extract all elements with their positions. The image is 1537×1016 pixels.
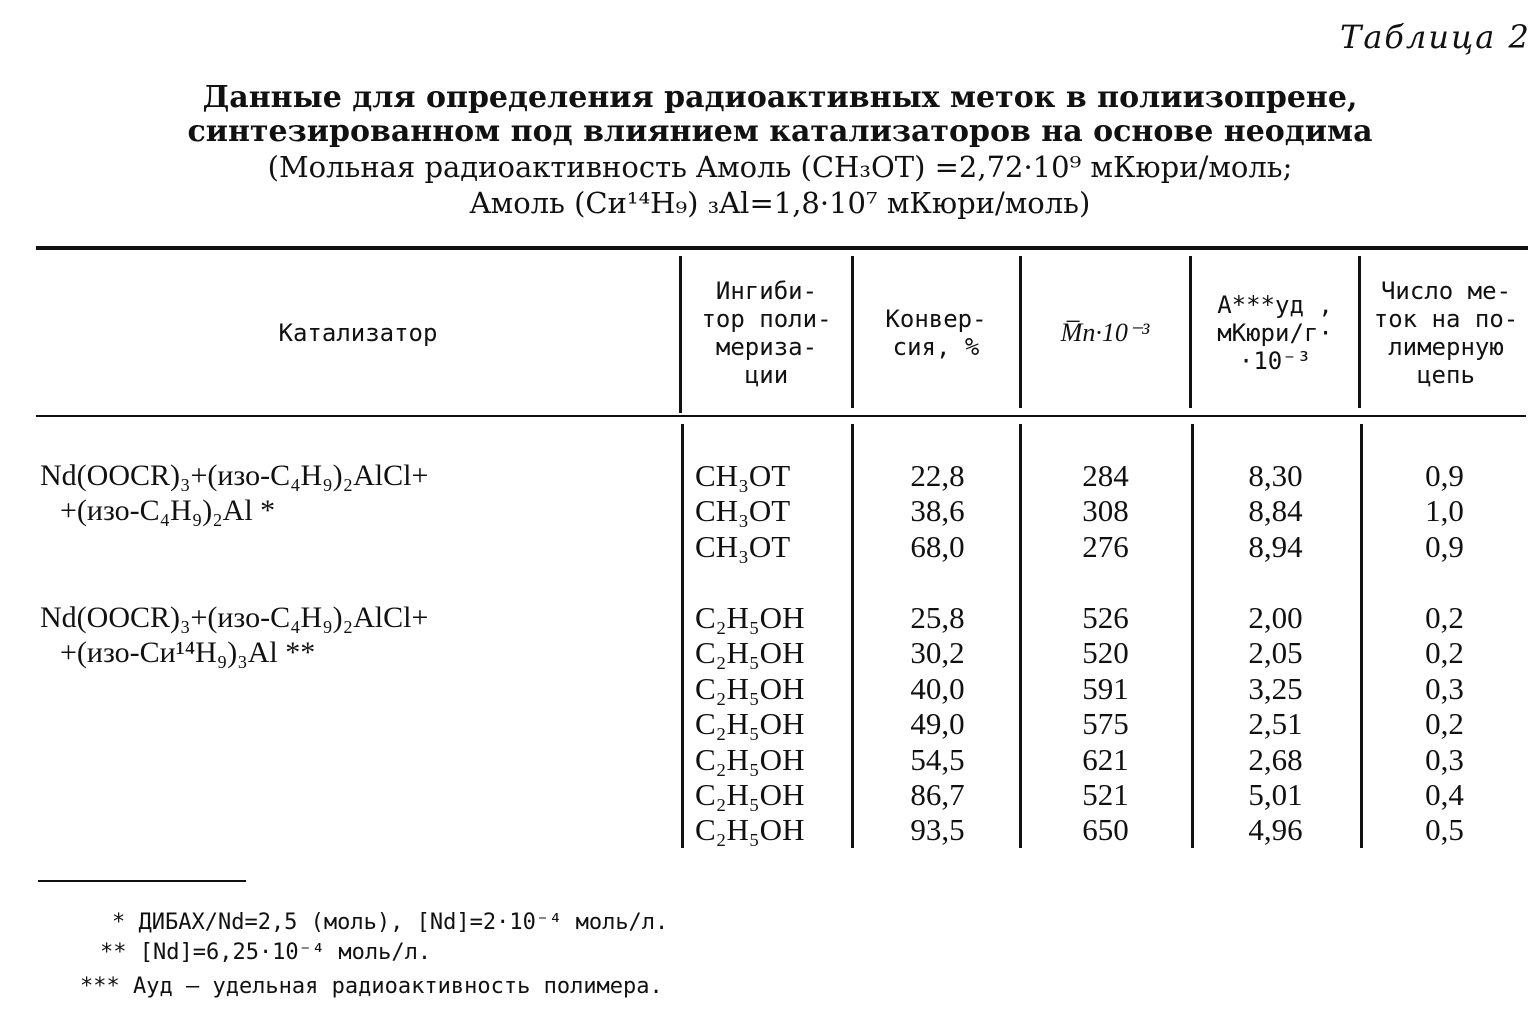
cell-labels: 0,9 bbox=[1425, 529, 1464, 564]
cell-a-ud: 2,68 bbox=[1248, 742, 1303, 777]
catalyst-1-line-1: Nd(OOCR)₃+(изо-C₄H₉)₂AlCl+ bbox=[40, 459, 429, 492]
cell-conversion: 68,0 bbox=[910, 529, 965, 564]
cell-inhibitor: C₂H₅OH bbox=[695, 671, 805, 706]
cell-a-ud: 8,30 bbox=[1248, 458, 1303, 493]
cell-a-ud: 4,96 bbox=[1248, 812, 1303, 847]
cell-mn: 276 bbox=[1082, 529, 1129, 564]
cell-labels: 0,2 bbox=[1425, 600, 1464, 635]
cell-mn: 526 bbox=[1082, 600, 1129, 635]
header-a-ud: A***уд , мКюри/г· ·10⁻³ bbox=[1217, 291, 1333, 375]
header-divider bbox=[851, 256, 854, 408]
header-inhibitor: Ингиби- тор поли- мериза- ции bbox=[701, 277, 832, 389]
table-row bbox=[0, 812, 1537, 847]
cell-inhibitor: CH₃OT bbox=[695, 529, 791, 564]
cell-inhibitor: C₂H₅OH bbox=[695, 742, 805, 777]
table-title-line-1: Данные для определения радиоактивных меток в полиизопрене, bbox=[202, 80, 1358, 115]
cell-conversion: 49,0 bbox=[910, 706, 965, 741]
table-subtitle-line-1: (Мольная радиоактивность Aмоль (CH₃OT) =2,72·10⁹ мКюри/моль; bbox=[267, 150, 1293, 184]
catalyst-1-line-2: +(изо-C₄H₉)₂Al * bbox=[60, 494, 276, 527]
catalyst-2-line-1: Nd(OOCR)₃+(изо-C₄H₉)₂AlCl+ bbox=[40, 601, 429, 634]
cell-labels: 0,3 bbox=[1425, 671, 1464, 706]
cell-mn: 520 bbox=[1082, 635, 1129, 670]
cell-inhibitor: C₂H₅OH bbox=[695, 635, 805, 670]
table-top-rule bbox=[36, 246, 1528, 250]
cell-a-ud: 3,25 bbox=[1248, 671, 1303, 706]
header-conversion: Конвер- сия, % bbox=[885, 305, 987, 361]
table-row bbox=[0, 529, 1537, 564]
header-mn: M̅n·10⁻³ bbox=[1060, 318, 1150, 347]
footnote-rule bbox=[38, 880, 246, 882]
header-divider bbox=[1358, 256, 1361, 408]
table-row bbox=[0, 493, 1537, 528]
cell-mn: 575 bbox=[1082, 706, 1129, 741]
cell-a-ud: 8,84 bbox=[1248, 493, 1303, 528]
cell-labels: 0,9 bbox=[1425, 458, 1464, 493]
header-divider bbox=[1189, 256, 1192, 408]
cell-inhibitor: C₂H₅OH bbox=[695, 777, 805, 812]
cell-inhibitor: C₂H₅OH bbox=[695, 706, 805, 741]
cell-a-ud: 5,01 bbox=[1248, 777, 1303, 812]
footnote-1: * ДИБАХ/Nd=2,5 (моль), [Nd]=2·10⁻⁴ моль/л. bbox=[112, 910, 669, 935]
table-row bbox=[0, 742, 1537, 777]
cell-conversion: 40,0 bbox=[910, 671, 965, 706]
cell-mn: 650 bbox=[1082, 812, 1129, 847]
cell-inhibitor: C₂H₅OH bbox=[695, 600, 805, 635]
cell-a-ud: 2,51 bbox=[1248, 706, 1303, 741]
table-row bbox=[0, 777, 1537, 812]
table-subtitle-line-2: Aмоль (Cи¹⁴H₉) ₃Al=1,8·10⁷ мКюри/моль) bbox=[469, 186, 1091, 220]
table-row bbox=[0, 706, 1537, 741]
cell-a-ud: 2,00 bbox=[1248, 600, 1303, 635]
cell-labels: 0,5 bbox=[1425, 812, 1464, 847]
cell-inhibitor: CH₃OT bbox=[695, 493, 791, 528]
catalyst-2-line-2: +(изо-Cи¹⁴H₉)₃Al ** bbox=[60, 636, 316, 669]
cell-conversion: 86,7 bbox=[910, 777, 965, 812]
cell-conversion: 54,5 bbox=[910, 742, 965, 777]
cell-a-ud: 8,94 bbox=[1248, 529, 1303, 564]
cell-mn: 284 bbox=[1082, 458, 1129, 493]
cell-mn: 521 bbox=[1082, 777, 1129, 812]
table-row bbox=[0, 671, 1537, 706]
table-label: Таблица 2 bbox=[1340, 18, 1531, 56]
cell-mn: 621 bbox=[1082, 742, 1129, 777]
header-catalyst: Катализатор bbox=[278, 319, 438, 347]
cell-conversion: 22,8 bbox=[910, 458, 965, 493]
cell-inhibitor: C₂H₅OH bbox=[695, 812, 805, 847]
cell-inhibitor: CH₃OT bbox=[695, 458, 791, 493]
header-labels-per-chain: Число ме- ток на по- лимерную цепь bbox=[1373, 277, 1519, 389]
header-divider bbox=[679, 256, 682, 413]
cell-conversion: 30,2 bbox=[910, 635, 965, 670]
header-divider bbox=[1019, 256, 1022, 408]
table-title-line-2: синтезированном под влиянием катализаторов на основе неодима bbox=[187, 114, 1373, 149]
cell-conversion: 25,8 bbox=[910, 600, 965, 635]
cell-labels: 0,2 bbox=[1425, 706, 1464, 741]
footnote-2: ** [Nd]=6,25·10⁻⁴ моль/л. bbox=[100, 940, 432, 965]
table-row bbox=[0, 635, 1537, 670]
cell-mn: 308 bbox=[1082, 493, 1129, 528]
cell-labels: 0,3 bbox=[1425, 742, 1464, 777]
cell-labels: 0,2 bbox=[1425, 635, 1464, 670]
cell-mn: 591 bbox=[1082, 671, 1129, 706]
cell-labels: 1,0 bbox=[1425, 493, 1464, 528]
cell-a-ud: 2,05 bbox=[1248, 635, 1303, 670]
table-row bbox=[0, 600, 1537, 635]
table-row bbox=[0, 458, 1537, 493]
cell-conversion: 93,5 bbox=[910, 812, 965, 847]
cell-labels: 0,4 bbox=[1425, 777, 1464, 812]
cell-conversion: 38,6 bbox=[910, 493, 965, 528]
header-bottom-rule bbox=[36, 415, 1526, 417]
footnote-3: *** Aуд — удельная радиоактивность полимера. bbox=[80, 974, 663, 999]
